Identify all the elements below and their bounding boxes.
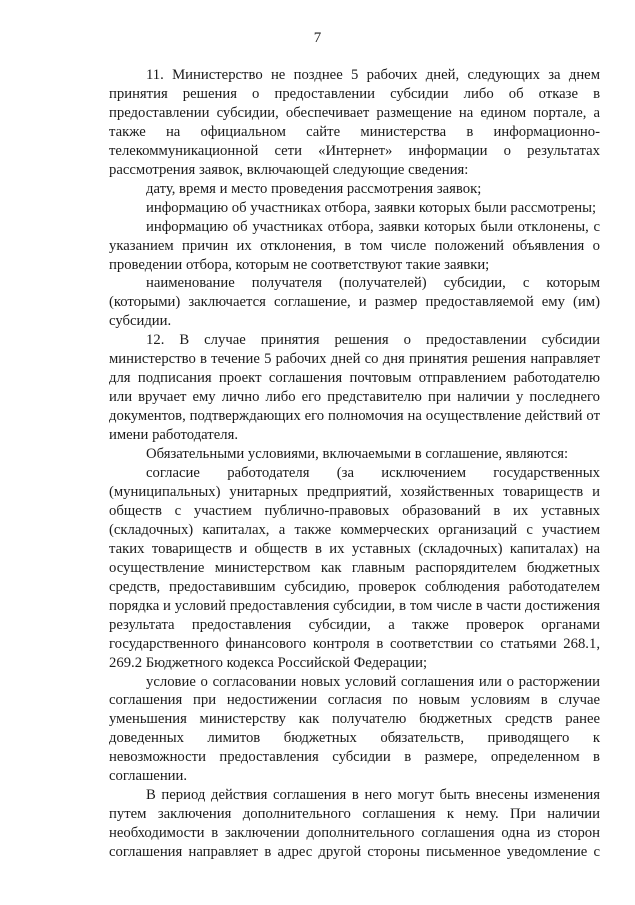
list-item-considered-participants: информацию об участниках отбора, заявки которых были рассмотрены; — [146, 199, 597, 216]
document-body — [109, 66, 600, 862]
paragraph-mandatory-conditions: Обязательными условиями, включаемыми в соглашение, являются: — [146, 446, 569, 463]
paragraph-agreement-changes: В период действия соглашения в него могут быть внесены изменения путем заключения дополнительного соглашения к нему. При наличии необходимости в заключении дополнительного соглашения одна из сторон соглашения направляет в адрес другой стороны письменное уведомление с — [109, 787, 600, 861]
list-item-date-time-place: дату, время и место проведения рассмотрения заявок; — [146, 180, 482, 197]
paragraph-11-results-publication: 11. Министерство не позднее 5 рабочих дней, следующих за днем принятия решения о предоставлении субсидии либо об отказе в предоставлении субсидии, обеспечивает размещение на едином портале, а также на официальном сайте министерства в информационно-телекоммуникационной сети «Интернет» информации о результатах рассмотрения заявок, включающей следующие сведения: — [109, 67, 600, 178]
list-item-rejected-participants: информацию об участниках отбора, заявки которых были отклонены, с указанием причин их отклонения, в том числе положений объявления о проведении отбора, которым не соответствуют такие заявки; — [109, 218, 600, 273]
page-number: 7 — [313, 30, 322, 46]
list-item-employer-consent: согласие работодателя (за исключением государственных (муниципальных) унитарных предприятий, хозяйственных товариществ и обществ с участием публично-правовых образований в их уставных (складочных) капиталах, а также коммерческих организаций с участием таких товариществ и обществ в их уставных (складочных) капиталах) на осуществление министерством как главным распорядителем бюджетных средств, предоставившим субсидию, проверок соблюдения работодателем порядка и условий предоставления субсидии, в том числе в части достижения результата предоставления субсидии, а также проверок органами государственного финансового контроля в соответствии со статьями 268.1, 269.2 Бюджетного кодекса Российской Федерации; — [109, 465, 600, 671]
paragraph-12-agreement: 12. В случае принятия решения о предоставлении субсидии министерство в течение 5 рабочих дней со дня принятия решения направляет для подписания проект соглашения почтовым отправлением работодателю или вручает ему лично либо его представителю при наличии у последнего документов, подтверждающих его полномочия на осуществление действий от имени работодателя. — [109, 332, 600, 444]
list-item-recipient-name: наименование получателя (получателей) субсидии, с которым (которыми) заключается соглашение, и размер предоставляемой ему (им) субсидии. — [109, 275, 600, 330]
list-item-new-conditions: условие о согласовании новых условий соглашения или о расторжении соглашения при недостижении согласия по новым условиям в случае уменьшения министерству как получателю бюджетных средств ранее доведенных лимитов бюджетных обязательств, приводящего к невозможности предоставления субсидии в размере, определенном в соглашении. — [109, 673, 600, 785]
